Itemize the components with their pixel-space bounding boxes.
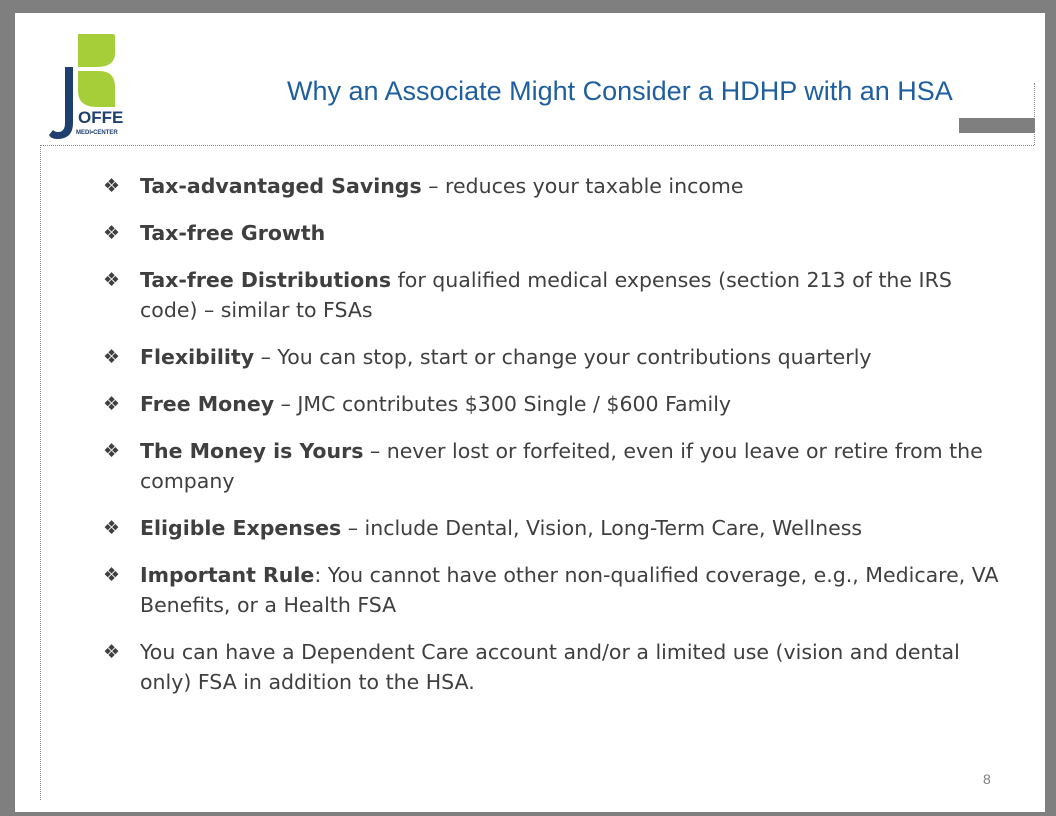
joffe-logo (45, 31, 135, 143)
list-item (103, 265, 1008, 325)
slide (15, 13, 1045, 812)
list-item (103, 637, 1008, 697)
bullet-text: – You can stop, start or change your contributions quarterly (254, 345, 872, 369)
diamond-bullet-icon: ❖ (103, 269, 121, 291)
list-item (103, 513, 1008, 543)
bullet-list (103, 171, 1008, 714)
bullet-text: – reduces your taxable income (421, 174, 744, 198)
frame-divider-right (1034, 83, 1035, 145)
diamond-bullet-icon: ❖ (103, 564, 121, 586)
page-number: 8 (983, 771, 991, 787)
list-item (103, 436, 1008, 496)
diamond-bullet-icon: ❖ (103, 440, 121, 462)
diamond-bullet-icon: ❖ (103, 175, 121, 197)
diamond-bullet-icon: ❖ (103, 346, 121, 368)
list-item (103, 171, 1008, 201)
bullet-text: for qualified medical expenses (section 213 of the IRS code) – similar to FSAs (140, 268, 952, 322)
logo-subtext: MEDI•CENTER (76, 130, 118, 136)
frame-divider-left (40, 145, 41, 800)
slide-title: Why an Associate Might Consider a HDHP with an HSA (287, 76, 953, 106)
bullet-text: You can have a Dependent Care account and/or a limited use (vision and dental only) FSA in addition to the HSA. (140, 640, 960, 694)
diamond-bullet-icon: ❖ (103, 517, 121, 539)
list-item (103, 389, 1008, 419)
diamond-bullet-icon: ❖ (103, 222, 121, 244)
diamond-bullet-icon: ❖ (103, 641, 121, 663)
list-item (103, 342, 1008, 372)
bullet-heading: Tax-advantaged Savings (140, 174, 422, 198)
bullet-text: – never lost or forfeited, even if you leave or retire from the company (140, 439, 983, 493)
bullet-heading: Tax-free Growth (140, 221, 326, 245)
bullet-heading: Free Money (140, 392, 275, 416)
bullet-heading: Tax-free Distributions (140, 268, 392, 292)
logo-wordmark: OFFE (78, 108, 124, 127)
diamond-bullet-icon: ❖ (103, 393, 121, 415)
bullet-heading: The Money is Yours (140, 439, 364, 463)
list-item (103, 560, 1008, 620)
bullet-text: – include Dental, Vision, Long-Term Care, Wellness (341, 516, 863, 540)
bullet-text: : You cannot have other non-qualified coverage, e.g., Medicare, VA Benefits, or a Health FSA (140, 563, 999, 617)
bullet-heading: Important Rule (140, 563, 315, 587)
bullet-text: – JMC contributes $300 Single / $600 Family (274, 392, 732, 416)
bullet-heading: Flexibility (140, 345, 255, 369)
joffe-logo-icon (45, 31, 135, 143)
title-accent-bar (959, 118, 1035, 133)
list-item (103, 218, 1008, 248)
frame-divider-top (40, 145, 1034, 146)
bullet-heading: Eligible Expenses (140, 516, 342, 540)
